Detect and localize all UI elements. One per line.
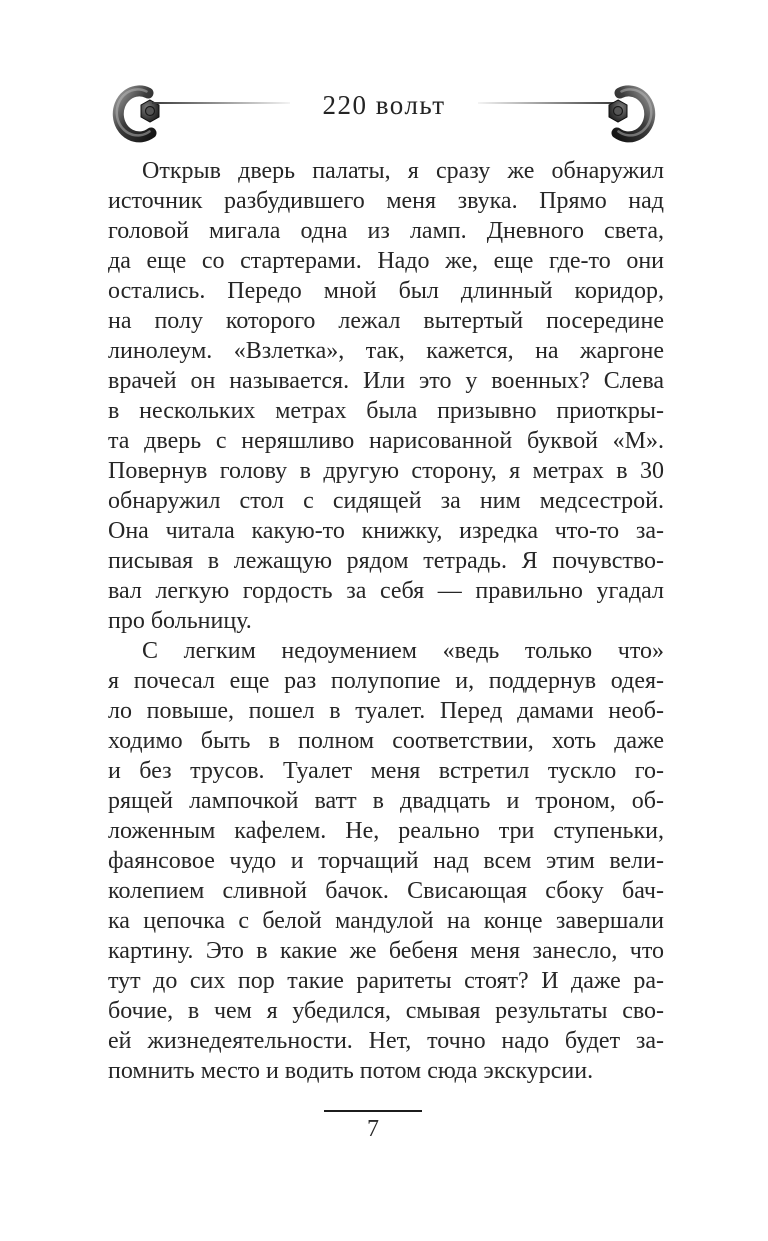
text-line: колепием сливной бачок. Свисающая сбоку бач-: [108, 878, 664, 904]
text-line: рящей лампочкой ватт в двадцать и троном, об-: [108, 788, 664, 814]
text-line: врачей он называется. Или это у военных? Слева: [108, 368, 664, 394]
text-line: Открыв дверь палаты, я сразу же обнаружил: [142, 158, 664, 184]
text-line: и без трусов. Туалет меня встретил тускло го-: [108, 758, 664, 784]
paragraph: [108, 156, 664, 636]
text-line: С легким недоумением «ведь только что»: [142, 638, 664, 664]
text-line: да еще со стартерами. Надо же, еще где-то они: [108, 248, 664, 274]
paragraph: [108, 636, 664, 1086]
text-line: про больницу.: [108, 608, 252, 634]
text-line: источник разбудившего меня звука. Прямо над: [108, 188, 664, 214]
text-line: Она читала какую-то книжку, изредка что-то за-: [108, 518, 664, 544]
header-rule-right: [478, 102, 616, 104]
text-block: [108, 156, 664, 1086]
text-line: фаянсовое чудо и торчащий над всем этим вели-: [108, 848, 664, 874]
text-line: ложенным кафелем. Не, реально три ступеньки,: [108, 818, 664, 844]
text-line: ходимо быть в полном соответствии, хоть даже: [108, 728, 664, 754]
text-line: бочие, в чем я убедился, смывая результаты сво-: [108, 998, 664, 1024]
wire-clip-ornament-right-icon: [602, 81, 662, 148]
text-line: та дверь с неряшливо нарисованной буквой «М».: [108, 428, 664, 454]
text-line: остались. Передо мной был длинный коридор,: [108, 278, 664, 304]
text-line: я почесал еще раз полупопие и, поддернув одея-: [108, 668, 664, 694]
text-line: обнаружил стол с сидящей за ним медсестрой.: [108, 488, 664, 514]
text-line: ло повыше, пошел в туалет. Перед дамами необ-: [108, 698, 664, 724]
text-line: тут до сих пор такие раритеты стоят? И даже ра-: [108, 968, 664, 994]
footer-rule: [324, 1110, 422, 1112]
text-line: на полу которого лежал вытертый посередине: [108, 308, 664, 334]
text-line: ей жизнедеятельности. Нет, точно надо будет за-: [108, 1028, 664, 1054]
running-header-title: 220 вольт: [322, 90, 446, 120]
text-line: головой мигала одна из ламп. Дневного света,: [108, 218, 664, 244]
text-line: Повернув голову в другую сторону, я метрах в 30: [108, 458, 664, 484]
text-line: вал легкую гордость за себя — правильно угадал: [108, 578, 664, 604]
text-line: в нескольких метрах была призывно приоткры-: [108, 398, 664, 424]
text-line: писывая в лежащую рядом тетрадь. Я почувство-: [108, 548, 664, 574]
running-header: [0, 0, 768, 150]
text-line: помнить место и водить потом сюда экскурсии.: [108, 1058, 594, 1084]
page-number: 7: [367, 1116, 379, 1142]
text-line: картину. Это в какие же бебеня меня занесло, что: [108, 938, 664, 964]
text-line: линолеум. «Взлетка», так, кажется, на жаргоне: [108, 338, 664, 364]
text-line: ка цепочка с белой мандулой на конце завершали: [108, 908, 664, 934]
